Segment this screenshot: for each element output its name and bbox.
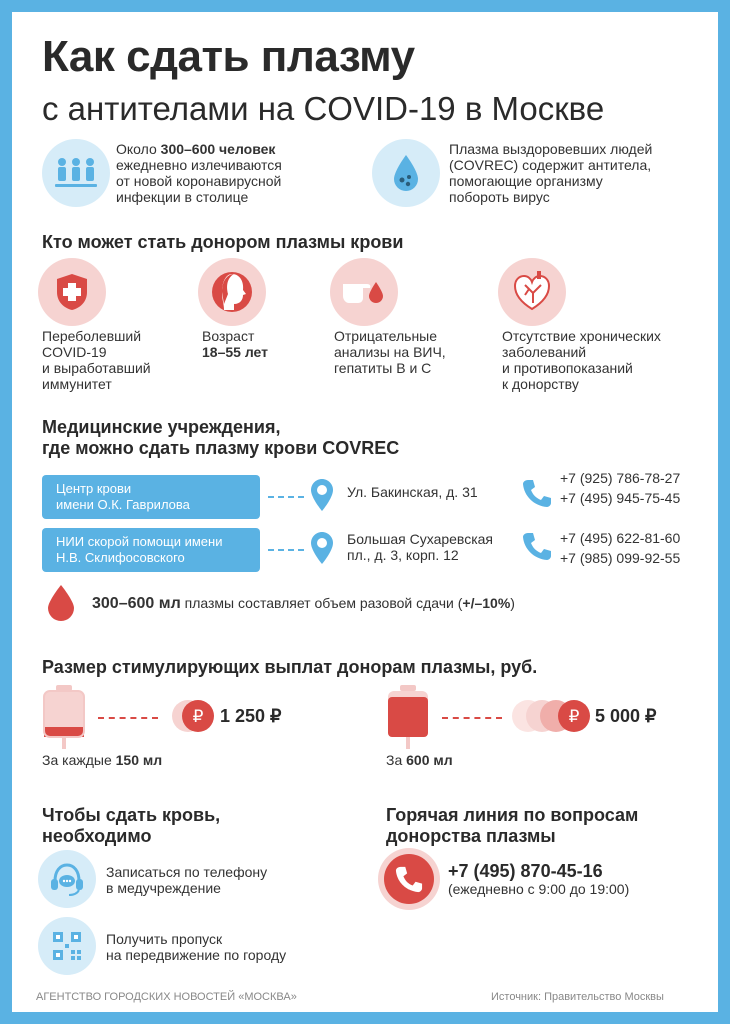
face-profile-icon — [198, 258, 266, 326]
step-2-text: Получить пропуск на передвижение по городу — [106, 931, 287, 963]
phone-number[interactable]: +7 (985) 099-92-55 — [560, 550, 681, 566]
donor-tests-text: Отрицательные анализы на ВИЧ, гепатиты В и С — [334, 328, 446, 376]
donors-heading: Кто может стать донором плазмы крови — [42, 232, 404, 252]
step-1-text: Записаться по телефону в медучреждение — [106, 864, 268, 896]
phone-icon — [522, 478, 552, 508]
intro-plasma-text: Плазма выздоровевших людей (COVREC) содержит антитела, помогающие организму побороть вирус — [449, 141, 653, 205]
phone-number[interactable]: +7 (495) 945-75-45 — [560, 490, 681, 506]
institution-2-address: Большая Сухаревская пл., д. 3, корп. 12 — [347, 531, 494, 563]
people-icon — [42, 139, 110, 207]
hotline-heading: Горячая линия по вопросам донорства плазмы — [386, 805, 639, 846]
infographic — [12, 12, 718, 1012]
intro-people-text: Около 300–600 человек ежедневно излечиваются от новой коронавирусной инфекции в столице — [116, 141, 282, 205]
headset-icon — [38, 850, 96, 908]
payments-heading: Размер стимулирующих выплат донорам плазмы, руб. — [42, 657, 538, 677]
blood-bag-icon — [386, 685, 430, 749]
qr-code-icon — [38, 917, 96, 975]
connector-dots — [98, 717, 158, 719]
payment-amount-2: 5 000 ₽ — [595, 706, 657, 726]
page-subtitle: с антителами на COVID-19 в Москве — [42, 90, 605, 127]
payment-label-1: За каждые 150 мл — [42, 752, 163, 768]
phone-number[interactable]: +7 (925) 786-78-27 — [560, 470, 681, 486]
hotline-phone[interactable]: +7 (495) 870-45-16 — [448, 861, 603, 881]
institution-1-name: Центр крови имени О.К. Гаврилова — [42, 475, 260, 519]
connector-dots — [268, 549, 304, 551]
steps-heading: Чтобы сдать кровь, необходимо — [42, 805, 221, 846]
donor-chronic-text: Отсутствие хронических заболеваний и противопоказаний к донорству — [502, 328, 661, 392]
ruble-coins-icon — [512, 698, 592, 734]
finger-prick-icon — [330, 258, 398, 326]
svg-text:₽: ₽ — [192, 707, 204, 727]
footer-source: Источник: Правительство Москвы — [491, 991, 664, 1003]
institutions-heading: Медицинские учреждения, где можно сдать плазму крови COVREC — [42, 417, 400, 458]
donor-age-text: Возраст 18–55 лет — [202, 328, 268, 360]
shield-cross-icon — [38, 258, 106, 326]
connector-dots — [268, 496, 304, 498]
blood-bag-icon — [42, 685, 86, 749]
blood-drop-icon — [46, 584, 76, 622]
payment-amount-1: 1 250 ₽ — [220, 706, 282, 726]
phone-call-icon — [378, 848, 440, 910]
svg-text:₽: ₽ — [568, 707, 580, 727]
location-pin-icon — [310, 478, 334, 512]
phone-number[interactable]: +7 (495) 622-81-60 — [560, 530, 681, 546]
ruble-coin-icon — [172, 698, 216, 734]
payment-label-2: За 600 мл — [386, 752, 453, 768]
donor-covid-text: Переболевший COVID-19 и выработавший иммунитет — [42, 328, 151, 392]
hotline-hours: (ежедневно с 9:00 до 19:00) — [448, 881, 630, 897]
location-pin-icon — [310, 531, 334, 565]
plasma-drop-icon — [372, 139, 440, 207]
institution-2-phones — [560, 528, 680, 568]
page-title: Как сдать плазму — [42, 32, 415, 81]
phone-icon — [522, 531, 552, 561]
connector-dots — [442, 717, 502, 719]
footer-agency: АГЕНТСТВО ГОРОДСКИХ НОВОСТЕЙ «МОСКВА» — [36, 991, 297, 1003]
heart-organ-icon — [498, 258, 566, 326]
institution-1-address: Ул. Бакинская, д. 31 — [347, 484, 478, 500]
institution-2-name: НИИ скорой помощи имени Н.В. Склифосовского — [42, 528, 260, 572]
volume-text: 300–600 мл плазмы составляет объем разовой сдачи (+/–10%) — [92, 595, 515, 612]
institution-1-phones — [560, 468, 680, 508]
